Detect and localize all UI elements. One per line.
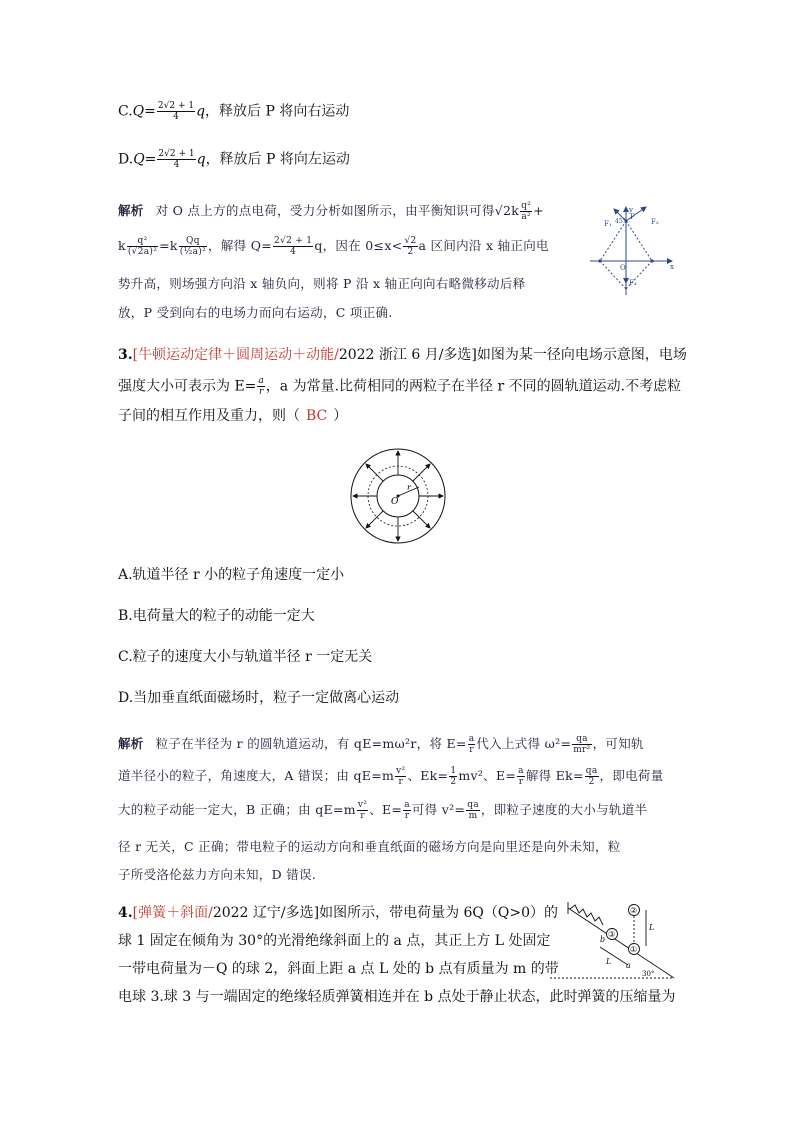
L-along [600,947,628,965]
f1-label: F₁ [604,220,612,228]
analysis3-line3: 大的粒子动能一定大，B 正确；由 qE=m $\frac{\text{v²}}{r}$ 、E= $\frac{a}{r}$ 可得 v²= $\frac{qa}{m}$ ，即粒子速度的大小与轨道半 [118,800,648,821]
o-label: O [620,264,626,272]
charge-left [598,259,601,262]
angle-label: 30° [642,970,655,978]
q3-option-b: B.电荷量大的粒子的动能一定大 [118,608,315,624]
field-arrow [366,464,383,481]
q3-option-a: A.轨道半径 r 小的粒子角速度一定小 [118,567,345,583]
field-arrow [413,511,430,528]
L-label-2: L [606,957,612,966]
analysis3-line1: 解析 粒子在半径为 r 的圆轨道运动，有 qE=mω²r，将 E= $\frac{a}{r}$ 代入上式得 ω²= $\frac{qa}{\text{mr²}}$ ，可知轨 [118,734,644,755]
L-label-1: L [649,923,655,932]
q3-option-d: D.当加垂直纸面磁场时，粒子一定做离心运动 [118,690,400,706]
angle-label: 45° [615,218,626,225]
analysis2-line2: k $\frac{\text{q²}}{\text{(√2a)²}}$ =k $\frac{Qq}{\text{(½a)²}}$ ，解得 Q= $\frac{2√2 + 1}{4}$ q，因在 0≤x< $\frac{√2}{2}$ a 区间内沿 x 轴正向电 [118,236,549,257]
q4-line2: 球 1 固定在倾角为 30°的光滑绝缘斜面上的 a 点，其正上方 L 处固定 [118,933,551,949]
analysis2-line3: 势升高，则场强方向沿 x 轴负向，则将 P 沿 x 轴正向向右略微移动后释 [118,276,526,291]
dash-line [626,221,652,261]
b-label: b [600,935,606,944]
incline-surface [568,908,674,978]
analysis2-line4: 放，P 受到向右的电场力而向右运动，C 项正确. [118,305,393,320]
incline-figure [548,898,678,982]
f3-label: F₃ [651,218,659,226]
analysis-label: 解析 [118,203,144,218]
f2-label: F [630,213,635,221]
field-arrow [366,511,383,528]
charge-right [650,259,653,262]
q4-line4: 电球 3.球 3 与一端固定的绝缘轻质弹簧相连并在 b 点处于静止状态，此时弹簧的压缩量为 [118,989,676,1005]
q3-line2: 强度大小可表示为 E= $\frac{a}{r}$ ，a 为常量.比荷相同的两粒子在半径 r 不同的圆轨道运动.不考虑粒 [118,376,682,397]
spring [570,905,603,925]
answer: BC [306,408,328,424]
q4-line1: 4.[弹簧＋斜面/2022 辽宁/多选]如图所示，带电荷量为 6Q（Q>0）的 [118,905,559,921]
ball-2-label: ② [630,906,638,915]
q3-line3: 子间的相互作用及重力，则（ BC ） [118,408,348,424]
analysis3-line2: 道半径小的粒子，角速度大，A 错误；由 qE=m $\frac{\text{v²}}{r}$ 、Ek= $\frac{1}{2}$ mv²、E= $\frac{a}{r}$ 解得 Ek= $\frac{qa}{2}$ ，即电荷量 [118,766,664,787]
q4-line3: 一带电荷量为－Q 的球 2，斜面上距 a 点 L 处的 b 点有质量为 m 的带 [118,961,559,977]
f4-label: F₄ [629,279,637,287]
option-c-prev: C.Q= $\frac{2√2 + 1}{4}$ q，释放后 P 将向右运动 [118,101,350,122]
q3-line1: 3.[牛顿运动定律＋圆周运动＋动能/2022 浙江 6 月/多选]如图为某一径向电场示意图，电场 [118,347,687,363]
q3-option-c: C.粒子的速度大小与轨道半径 r 一定无关 [118,649,373,665]
force-diagram [588,203,680,297]
radial-field-figure [349,447,447,545]
analysis2-line1: 解析 对 O 点上方的点电荷，受力分析如图所示，由平衡知识可得√2k $\frac{\text{q²}}{\text{a²}}$ + [118,201,544,222]
option-d-prev: D.Q= $\frac{2√2 + 1}{4}$ q，释放后 P 将向左运动 [118,149,350,170]
y-label: y [629,206,633,214]
analysis-label: 解析 [118,736,144,751]
radius-label: r [407,483,411,492]
analysis3-line4: 径 r 无关，C 正确；带电粒子的运动方向和垂直纸面的磁场方向是向里还是向外未知，粒 [118,839,621,854]
analysis3-line5: 子所受洛伦兹力方向未知，D 错误. [118,867,317,882]
field-arrow [413,464,430,481]
x-label: x [670,263,674,271]
ball-3-label: ③ [608,930,616,939]
center-label: O [391,497,399,507]
a-label: a [626,961,631,970]
ball-1-label: ① [630,945,638,954]
